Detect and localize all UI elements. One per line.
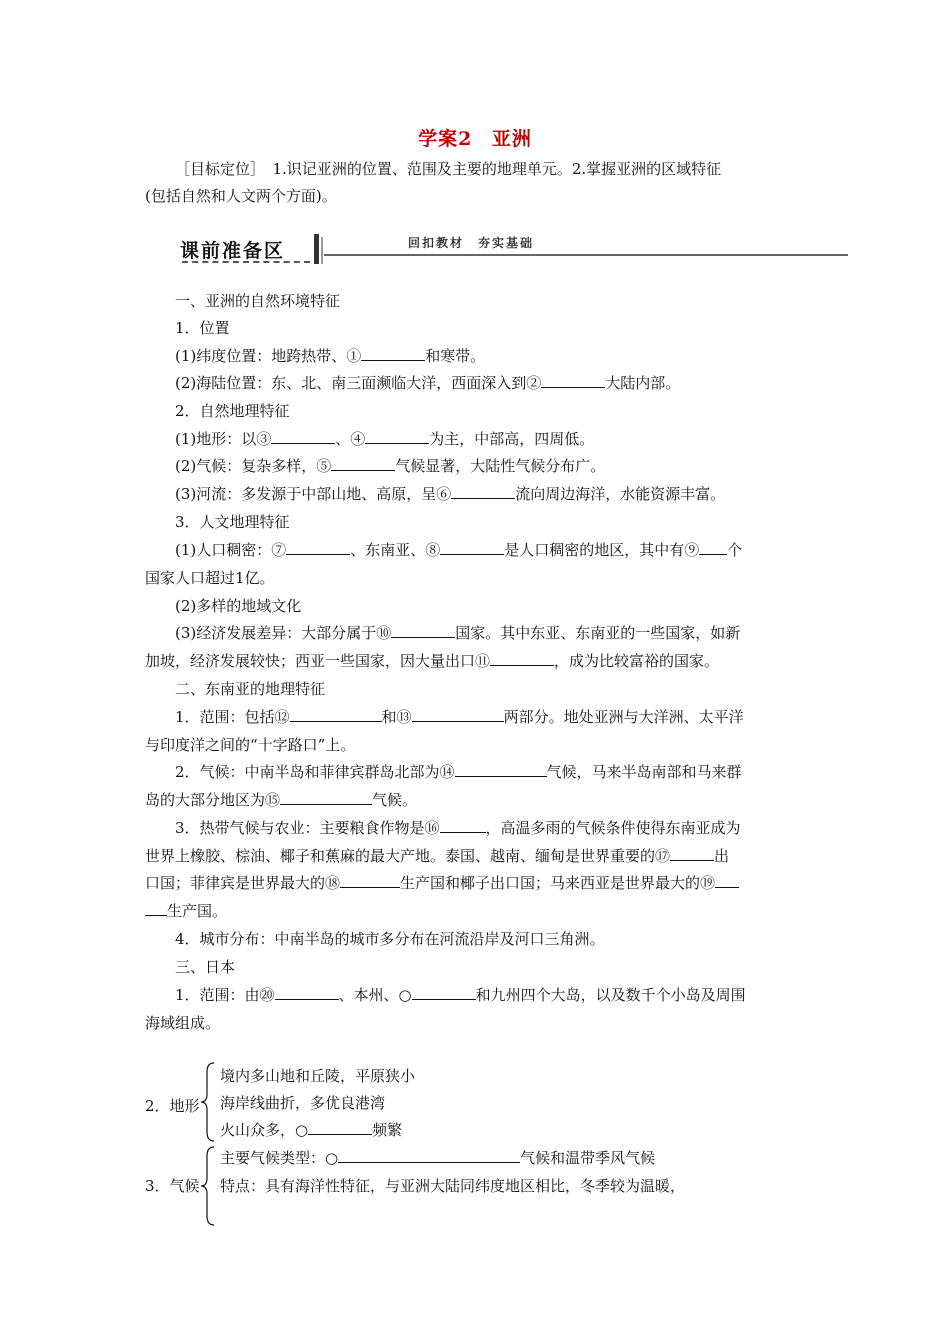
s1-p3a2: 国家人口超过1亿。: [145, 569, 275, 587]
blank-19a: [715, 873, 739, 888]
s2-p4: 4．城市分布：中南半岛的城市多分布在河流沿岸及河口三角洲。: [175, 930, 605, 948]
blank-13: [412, 707, 504, 722]
s3-heading: 三、日本: [175, 958, 236, 976]
s2-heading: 二、东南亚的地理特征: [175, 680, 326, 698]
s3-p1b: 海域组成。: [145, 1014, 221, 1032]
banner-underline: [182, 261, 310, 263]
blank-4: [365, 429, 429, 444]
blank-3: [271, 429, 335, 444]
s1-heading: 一、亚洲的自然环境特征: [175, 292, 341, 310]
blank-19b: [145, 901, 167, 916]
banner-bar: [314, 234, 319, 264]
terrain-item-2: 海岸线曲折，多优良港湾: [220, 1094, 386, 1112]
blank-12: [290, 707, 382, 722]
blank-21: [412, 985, 476, 1000]
s2-p3c: 口国；菲律宾是世界最大的⑱ 生产国和椰子出口国；马来西亚是世界最大的⑲: [145, 873, 739, 893]
s1-p1b: (2)海陆位置：东、北、南三面濒临大洋，西面深入到② 大陆内部。: [175, 374, 681, 392]
banner-rule: [324, 254, 848, 256]
blank-8: [440, 540, 504, 555]
s2-p3d: 生产国。: [145, 901, 227, 921]
s2-p1b: 与印度洋之间的“十字路口”上。: [145, 736, 356, 754]
s2-p3: 3．热带气候与农业：主要粮食作物是⑯ ，高温多雨的气候条件使得东南亚成为: [175, 819, 741, 837]
blank-10: [391, 623, 455, 638]
goal-line-1: ［目标定位］ 1.识记亚洲的位置、范围及主要的地理单元。2.掌握亚洲的区域特征: [175, 160, 722, 178]
s1-p1a: (1)纬度位置：地跨热带、① 和寒带。: [175, 347, 486, 365]
climate-brace: [200, 1146, 216, 1226]
banner-title: 课前准备区: [180, 240, 286, 262]
terrain-item-3: 火山众多，○ 频繁: [220, 1121, 403, 1139]
climate-item-2: 特点：具有海洋性特征，与亚洲大陆同纬度地区相比，冬季较为温暖，: [220, 1177, 686, 1195]
blank-11: [490, 651, 554, 666]
s1-p2a: (1)地形：以③ 、④ 为主，中部高，四周低。: [175, 430, 595, 448]
terrain-label: 2．地形: [145, 1097, 200, 1115]
s2-p2b: 岛的大部分地区为⑮ 气候。: [145, 791, 418, 809]
terrain-item-1: 境内多山地和丘陵，平原狭小: [220, 1067, 416, 1085]
blank-17: [670, 846, 714, 861]
title-lesson: 学案2: [418, 128, 473, 150]
s3-p1: 1．范围：由⑳ 、本州、○ 和九州四个大岛，以及数千个小岛及周围: [175, 986, 746, 1004]
s1-p1: 1．位置: [175, 319, 230, 337]
s1-p2b: (2)气候：复杂多样，⑤ 气候显著，大陆性气候分布广。: [175, 457, 606, 475]
terrain-brace: [200, 1062, 216, 1142]
blank-16: [440, 818, 486, 833]
blank-20: [275, 985, 339, 1000]
blank-9: [699, 540, 727, 555]
s1-p2c: (3)河流：多发源于中部山地、高原，呈⑥ 流向周边海洋，水能资源丰富。: [175, 485, 726, 503]
blank-22: [308, 1120, 372, 1135]
page-title: [0, 124, 950, 151]
s2-p1: 1．范围：包括⑫ 和⑬ 两部分。地处亚洲与大洋洲、太平洋: [175, 708, 744, 726]
banner-subtitle: 回扣教材 夯实基础: [408, 236, 535, 250]
blank-1: [361, 346, 425, 361]
blank-15: [280, 790, 372, 805]
blank-7: [286, 540, 350, 555]
blank-6: [451, 484, 515, 499]
s2-p3b: 世界上橡胶、棕油、椰子和蕉麻的最大产地。泰国、越南、缅甸是世界重要的⑰ 出: [145, 847, 730, 865]
blank-5: [331, 456, 395, 471]
blank-18: [340, 873, 400, 888]
blank-23: [338, 1148, 520, 1163]
blank-14: [455, 762, 547, 777]
climate-label: 3．气候: [145, 1177, 200, 1195]
s1-p3b: (2)多样的地域文化: [175, 597, 302, 615]
s1-p3c: (3)经济发展差异：大部分属于⑩ 国家。其中东亚、东南亚的一些国家，如新: [175, 624, 741, 642]
s1-p3a: (1)人口稠密：⑦ 、东南亚、⑧ 是人口稠密的地区，其中有⑨ 个: [175, 541, 743, 559]
section-banner: [178, 232, 848, 268]
s1-p3c2: 加坡，经济发展较快；西亚一些国家，因大量出口⑪ ，成为比较富裕的国家。: [145, 652, 720, 670]
banner-bar-thin: [321, 237, 323, 264]
s1-p3: 3．人文地理特征: [175, 513, 290, 531]
goal-line-2: (包括自然和人文两个方面)。: [145, 187, 337, 205]
blank-2: [541, 373, 605, 388]
climate-item-1: 主要气候类型：○ 气候和温带季风气候: [220, 1149, 656, 1167]
s2-p2: 2．气候：中南半岛和菲律宾群岛北部为⑭ 气候，马来半岛南部和马来群: [175, 763, 742, 781]
title-topic: 亚洲: [491, 128, 532, 150]
s1-p2: 2．自然地理特征: [175, 402, 290, 420]
